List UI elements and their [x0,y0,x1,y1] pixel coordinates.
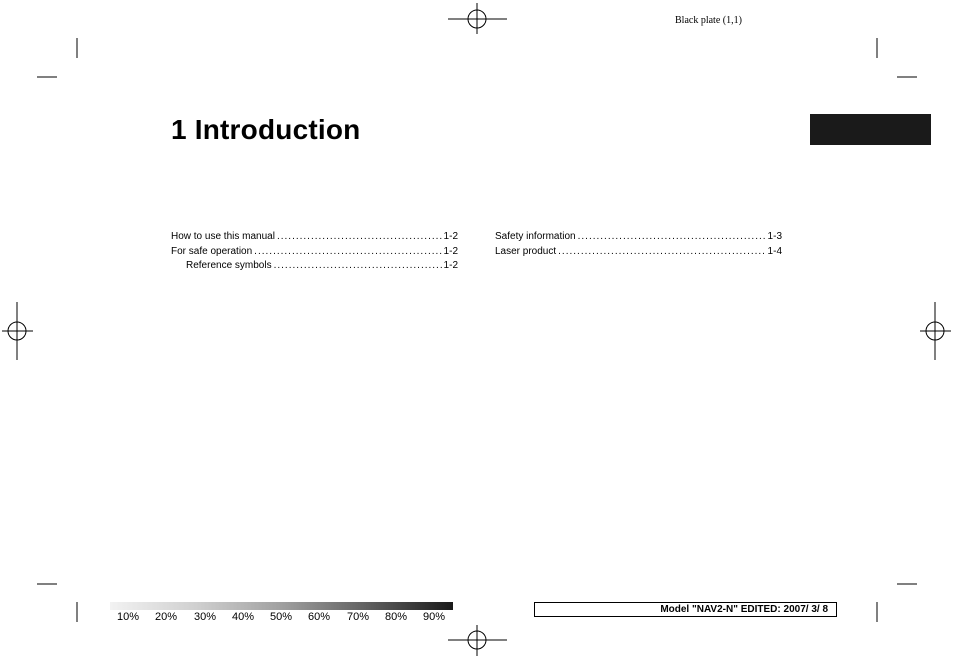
toc-entry-label: Reference symbols [186,260,272,271]
toc-entry-label: How to use this manual [171,231,275,242]
gray-scale-bar [110,602,453,610]
percent-label: 40% [232,611,255,623]
toc-entry-page: 1-2 [443,245,458,257]
toc-entry-page: 1-2 [443,231,458,242]
toc-entry-page: 1-2 [443,260,458,271]
chapter-tab [810,114,931,145]
percent-label: 30% [194,611,217,623]
toc-entry-safety-information[interactable] [495,230,782,245]
percent-label: 20% [155,611,178,623]
percent-label: 90% [423,611,446,623]
chapter-title: 1 Introduction [171,114,361,145]
model-edited-label: Model "NAV2-N" EDITED: 2007/ 3/ 8 [534,602,837,617]
toc-entry-label: Laser product [495,245,557,257]
toc-leader-dots [254,245,441,260]
plate-label: Black plate (1,1) [675,15,742,26]
toc-right-column [495,230,782,259]
toc-entry-label: Safety information [495,231,576,242]
toc-entry-page: 1-3 [767,231,782,242]
percent-label: 60% [308,611,331,623]
percent-label: 70% [347,611,370,623]
toc-entry-reference-symbols[interactable] [171,259,458,274]
toc-entry-safe-operation[interactable] [171,245,458,260]
toc-entry-how-to-use[interactable] [171,230,458,245]
toc-left-column [171,230,458,274]
toc-leader-dots [274,259,442,274]
percent-label: 50% [270,611,293,623]
toc-leader-dots [277,230,442,245]
toc-entry-label: For safe operation [171,245,253,257]
toc-entry-laser-product[interactable] [495,245,782,260]
toc-leader-dots [578,230,766,245]
toc-entry-page: 1-4 [767,245,782,257]
toc-leader-dots [558,245,765,260]
percent-label: 80% [385,611,408,623]
percent-label: 10% [117,611,140,623]
